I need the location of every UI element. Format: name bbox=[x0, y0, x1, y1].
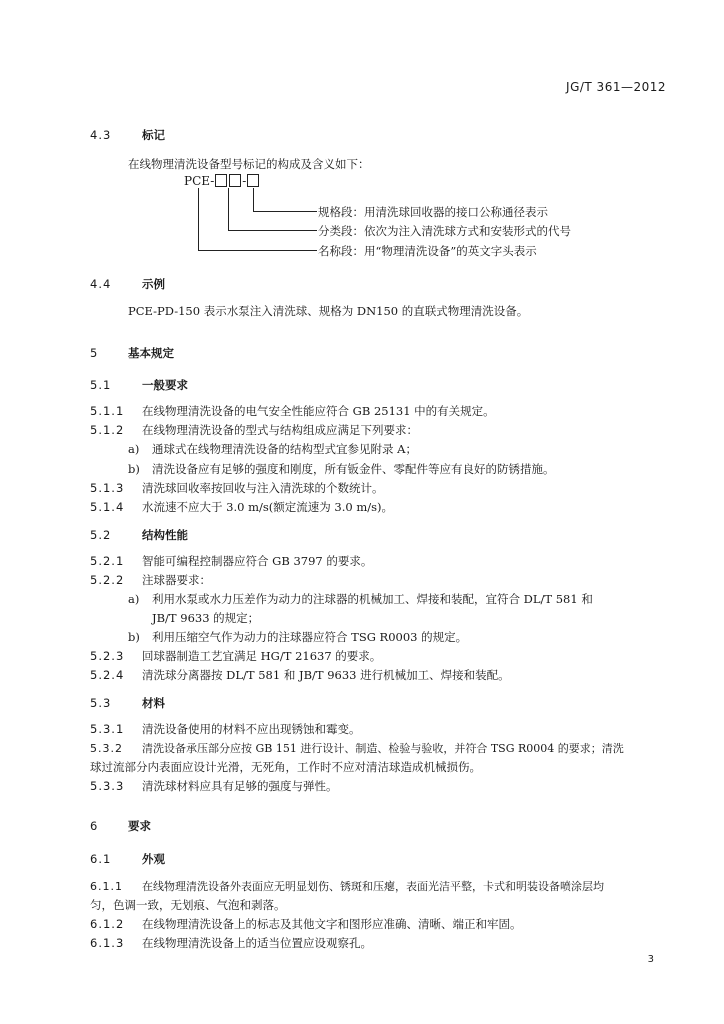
heading-6 bbox=[90, 818, 151, 834]
list-text: 通球式在线物理清洗设备的结构型式宜参见附录 A； bbox=[152, 442, 417, 456]
clause-6-1-1 bbox=[90, 878, 604, 894]
model-code bbox=[184, 174, 260, 188]
list-text: 利用压缩空气作为动力的注球器应符合 TSG R0003 的规定。 bbox=[152, 630, 468, 644]
example-text: PCE-PD-150 表示水泵注入清洗球、规格为 DN150 的直联式物理清洗设备。 bbox=[128, 304, 529, 318]
clause-text: 在线物理清洗设备的型式与结构组成应满足下列要求： bbox=[142, 423, 418, 437]
section-number: 4.3 bbox=[90, 128, 112, 142]
leader-line-name-h bbox=[198, 250, 317, 251]
list-text: 利用水泵或水力压差作为动力的注球器的机械加工、焊接和装配，宜符合 DL/T 581 和 bbox=[152, 592, 593, 606]
section-title: 外观 bbox=[142, 852, 165, 866]
clause-5-3-2 bbox=[90, 740, 624, 756]
section-number: 6 bbox=[90, 819, 99, 833]
heading-4-3 bbox=[90, 127, 165, 143]
pce-prefix: PCE- bbox=[184, 174, 215, 188]
clause-number: 6.1.2 bbox=[90, 917, 125, 931]
section-number: 6.1 bbox=[90, 852, 112, 866]
clause-text: 清洗设备使用的材料不应出现锈蚀和霉变。 bbox=[142, 722, 361, 736]
code-dash: - bbox=[242, 174, 247, 188]
clause-text: 在线物理清洗设备上的适当位置应设观察孔。 bbox=[142, 936, 372, 950]
marking-intro: 在线物理清洗设备型号标记的构成及含义如下： bbox=[128, 157, 370, 171]
clause-6-1-3 bbox=[90, 935, 372, 951]
heading-4-4 bbox=[90, 276, 165, 292]
leader-line-name-v bbox=[198, 188, 199, 250]
clause-5-3-3 bbox=[90, 778, 338, 794]
heading-5-2 bbox=[90, 527, 188, 543]
clause-number: 6.1.3 bbox=[90, 936, 125, 950]
section-title: 示例 bbox=[142, 277, 165, 291]
label-spec-segment: 规格段：用清洗球回收器的接口公称通径表示 bbox=[318, 205, 548, 219]
clause-text: 清洗球材料应具有足够的强度与弹性。 bbox=[142, 779, 338, 793]
clause-text: 在线物理清洗设备的电气安全性能应符合 GB 25131 中的有关规定。 bbox=[142, 404, 495, 418]
section-number: 5.2 bbox=[90, 528, 112, 542]
clause-number: 5.1.2 bbox=[90, 423, 125, 437]
clause-number: 5.1.4 bbox=[90, 500, 125, 514]
clause-text: 在线物理清洗设备上的标志及其他文字和图形应准确、清晰、端正和牢固。 bbox=[142, 917, 522, 931]
heading-5-3 bbox=[90, 695, 165, 711]
clause-6-1-1-continued: 匀，色调一致，无划痕、气泡和剥落。 bbox=[90, 898, 286, 912]
list-item-b bbox=[128, 461, 555, 477]
heading-6-1 bbox=[90, 851, 165, 867]
section-title: 要求 bbox=[128, 819, 151, 833]
clause-5-1-1 bbox=[90, 403, 495, 419]
clause-5-2-3 bbox=[90, 648, 381, 664]
clause-number: 5.2.1 bbox=[90, 554, 125, 568]
clause-5-2-2 bbox=[90, 572, 211, 588]
leader-line-spec-v bbox=[253, 188, 254, 211]
leader-line-class-h bbox=[228, 230, 317, 231]
list-item-b bbox=[128, 629, 467, 645]
clause-number: 6.1.1 bbox=[90, 880, 123, 893]
list-marker: a) bbox=[128, 592, 140, 606]
clause-text: 水流速不应大于 3.0 m/s(额定流速为 3.0 m/s)。 bbox=[142, 500, 394, 514]
clause-text: 清洗球回收率按回收与注入清洗球的个数统计。 bbox=[142, 481, 384, 495]
list-text: 清洗设备应有足够的强度和刚度，所有钣金件、零配件等应有良好的防锈措施。 bbox=[152, 462, 555, 476]
clause-text: 注球器要求： bbox=[142, 573, 211, 587]
list-item-a-continued: JB/T 9633 的规定； bbox=[152, 611, 260, 625]
clause-5-1-2 bbox=[90, 422, 418, 438]
clause-text: 回球器制造工艺宜满足 HG/T 21637 的要求。 bbox=[142, 649, 382, 663]
list-marker: a) bbox=[128, 442, 140, 456]
section-title: 材料 bbox=[142, 696, 165, 710]
heading-5 bbox=[90, 345, 174, 361]
clause-text: 清洗球分离器按 DL/T 581 和 JB/T 9633 进行机械加工、焊接和装配。 bbox=[142, 668, 510, 682]
page-number: 3 bbox=[647, 954, 654, 965]
clause-text: 智能可编程控制器应符合 GB 3797 的要求。 bbox=[142, 554, 373, 568]
code-box-2 bbox=[229, 174, 241, 187]
list-item-a bbox=[128, 591, 593, 607]
clause-number: 5.1.1 bbox=[90, 404, 125, 418]
clause-number: 5.3.2 bbox=[90, 742, 123, 755]
section-number: 4.4 bbox=[90, 277, 112, 291]
clause-5-1-4 bbox=[90, 499, 393, 515]
clause-5-3-1 bbox=[90, 721, 361, 737]
clause-5-2-1 bbox=[90, 553, 372, 569]
clause-number: 5.1.3 bbox=[90, 481, 125, 495]
heading-5-1 bbox=[90, 377, 188, 393]
label-name-segment: 名称段：用“物理清洗设备”的英文字头表示 bbox=[318, 244, 537, 258]
section-title: 结构性能 bbox=[142, 528, 188, 542]
clause-5-1-3 bbox=[90, 480, 384, 496]
list-item-a bbox=[128, 441, 417, 457]
section-title: 一般要求 bbox=[142, 378, 188, 392]
clause-6-1-2 bbox=[90, 916, 522, 932]
clause-number: 5.2.3 bbox=[90, 649, 125, 663]
code-box-3 bbox=[247, 174, 259, 187]
standard-code: JG/T 361—2012 bbox=[566, 80, 666, 94]
clause-5-2-4 bbox=[90, 667, 510, 683]
clause-text: 清洗设备承压部分应按 GB 151 进行设计、制造、检验与验收，并符合 TSG R0004 的要求；清洗 bbox=[142, 742, 624, 755]
section-number: 5 bbox=[90, 346, 99, 360]
clause-5-3-2-continued: 球过流部分内表面应设计光滑，无死角，工作时不应对清洁球造成机械损伤。 bbox=[90, 760, 481, 774]
clause-number: 5.2.2 bbox=[90, 573, 125, 587]
list-marker: b) bbox=[128, 462, 140, 476]
code-box-1 bbox=[215, 174, 227, 187]
section-title: 基本规定 bbox=[128, 346, 174, 360]
section-title: 标记 bbox=[142, 128, 165, 142]
clause-number: 5.3.3 bbox=[90, 779, 125, 793]
section-number: 5.3 bbox=[90, 696, 112, 710]
label-class-segment: 分类段：依次为注入清洗球方式和安装形式的代号 bbox=[318, 224, 571, 238]
clause-text: 在线物理清洗设备外表面应无明显划伤、锈斑和压瘪，表面光洁平整，卡式和明装设备喷涂层均 bbox=[142, 880, 604, 893]
leader-line-spec-h bbox=[253, 211, 317, 212]
clause-number: 5.3.1 bbox=[90, 722, 125, 736]
section-number: 5.1 bbox=[90, 378, 112, 392]
clause-number: 5.2.4 bbox=[90, 668, 125, 682]
leader-line-class-v bbox=[228, 188, 229, 230]
list-marker: b) bbox=[128, 630, 140, 644]
